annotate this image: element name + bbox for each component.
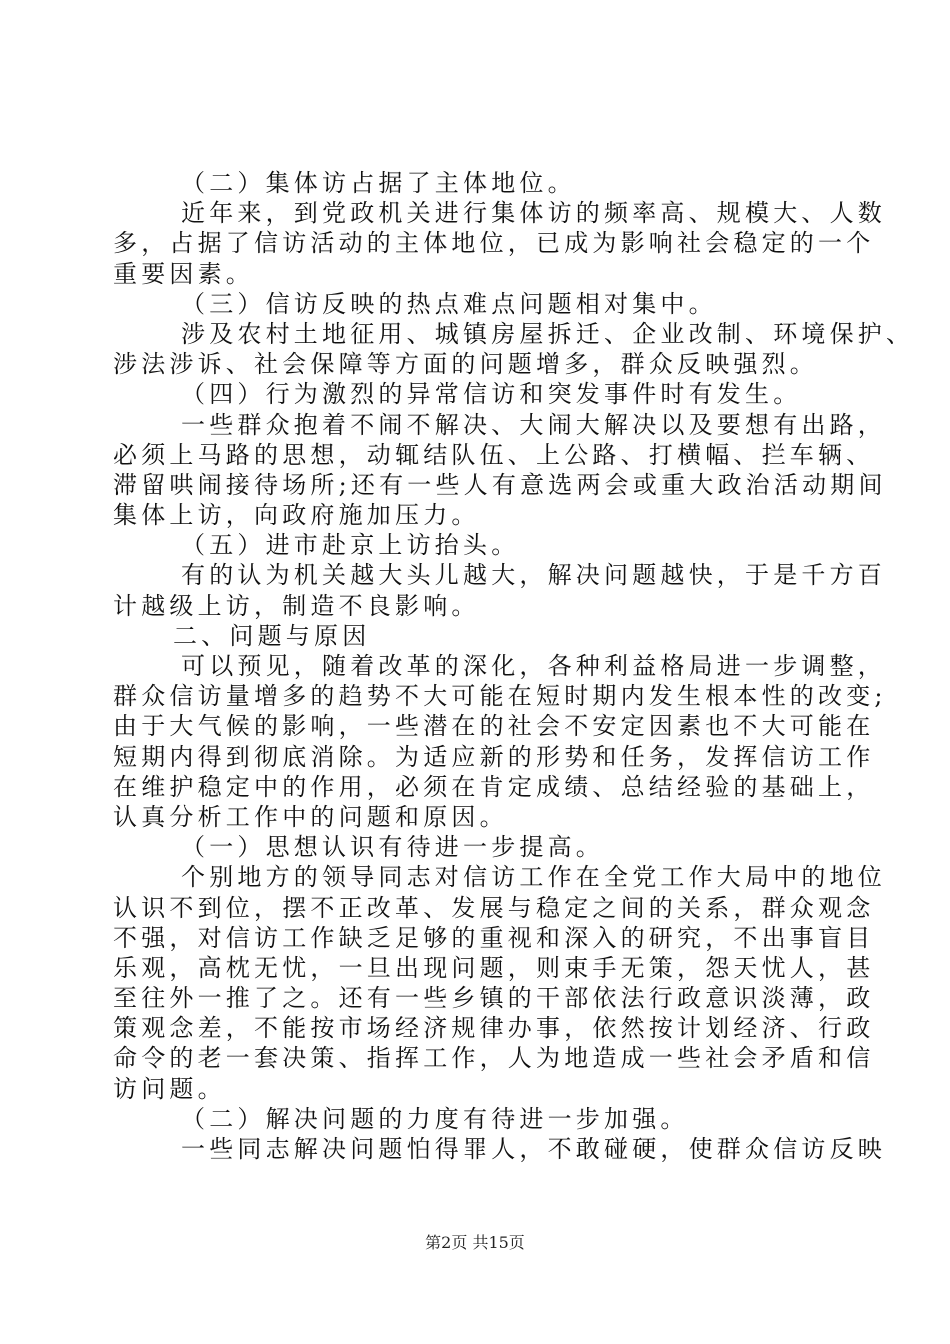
paragraph-line: 认真分析工作中的问题和原因。 bbox=[113, 802, 508, 831]
paragraph-line: 滞留哄闹接待场所;还有一些人有意选两会或重大政治活动期间 bbox=[113, 470, 887, 499]
paragraph-line: 认识不到位，摆不正改革、发展与稳定之间的关系，群众观念 bbox=[113, 893, 875, 922]
paragraph-line: （一）思想认识有待进一步提高。 bbox=[181, 833, 604, 862]
paragraph-line: 涉法涉诉、社会保障等方面的问题增多，群众反映强烈。 bbox=[113, 350, 818, 379]
paragraph-line: 有的认为机关越大头儿越大，解决问题越快，于是千方百 bbox=[181, 561, 886, 590]
paragraph-line: 多，占据了信访活动的主体地位，已成为影响社会稳定的一个 bbox=[113, 229, 875, 258]
paragraph-line: 近年来，到党政机关进行集体访的频率高、规模大、人数 bbox=[181, 199, 886, 228]
paragraph-line: 在维护稳定中的作用，必须在肯定成绩、总结经验的基础上， bbox=[113, 772, 875, 801]
paragraph-line: 由于大气候的影响，一些潜在的社会不安定因素也不大可能在 bbox=[113, 712, 875, 741]
paragraph-line: 群众信访量增多的趋势不大可能在短时期内发生根本性的改变; bbox=[113, 682, 887, 711]
paragraph-line: 必须上马路的思想，动辄结队伍、上公路、打横幅、拦车辆、 bbox=[113, 440, 875, 469]
paragraph-line: （三）信访反映的热点难点问题相对集中。 bbox=[181, 289, 717, 318]
paragraph-line: 不强，对信访工作缺乏足够的重视和深入的研究，不出事盲目 bbox=[113, 923, 875, 952]
paragraph-line: 短期内得到彻底消除。为适应新的形势和任务，发挥信访工作 bbox=[113, 742, 875, 771]
paragraph-line: 重要因素。 bbox=[113, 259, 254, 288]
paragraph-line: 访问题。 bbox=[113, 1074, 226, 1103]
paragraph-line: 一些群众抱着不闹不解决、大闹大解决以及要想有出路， bbox=[181, 410, 886, 439]
page-number-footer: 第2页 共15页 bbox=[425, 1233, 525, 1252]
document-body bbox=[113, 168, 915, 1164]
paragraph-line: （二）集体访占据了主体地位。 bbox=[181, 169, 576, 197]
paragraph-line: 集体上访，向政府施加压力。 bbox=[113, 501, 480, 530]
paragraph-line: （四）行为激烈的异常信访和突发事件时有发生。 bbox=[181, 380, 802, 409]
paragraph-line: 计越级上访，制造不良影响。 bbox=[113, 591, 480, 620]
paragraph-line: 一些同志解决问题怕得罪人，不敢碰硬，使群众信访反映 bbox=[181, 1135, 886, 1163]
paragraph-line: （五）进市赴京上访抬头。 bbox=[181, 531, 520, 560]
paragraph-line: 命令的老一套决策、指挥工作，人为地造成一些社会矛盾和信 bbox=[113, 1044, 875, 1073]
paragraph-line: 个别地方的领导同志对信访工作在全党工作大局中的地位 bbox=[181, 863, 886, 892]
paragraph-line: 涉及农村土地征用、城镇房屋拆迁、企业改制、环境保护、 bbox=[181, 319, 915, 348]
paragraph-line: 策观念差，不能按市场经济规律办事，依然按计划经济、行政 bbox=[113, 1014, 875, 1043]
paragraph-line: 至往外一推了之。还有一些乡镇的干部依法行政意识淡薄，政 bbox=[113, 984, 875, 1013]
section-heading: 二、问题与原因 bbox=[173, 621, 371, 650]
paragraph-line: 可以预见，随着改革的深化，各种利益格局进一步调整， bbox=[181, 652, 886, 680]
paragraph-line: 乐观，高枕无忧，一旦出现问题，则束手无策，怨天忧人，甚 bbox=[113, 953, 875, 982]
paragraph-line: （二）解决问题的力度有待进一步加强。 bbox=[181, 1104, 689, 1133]
